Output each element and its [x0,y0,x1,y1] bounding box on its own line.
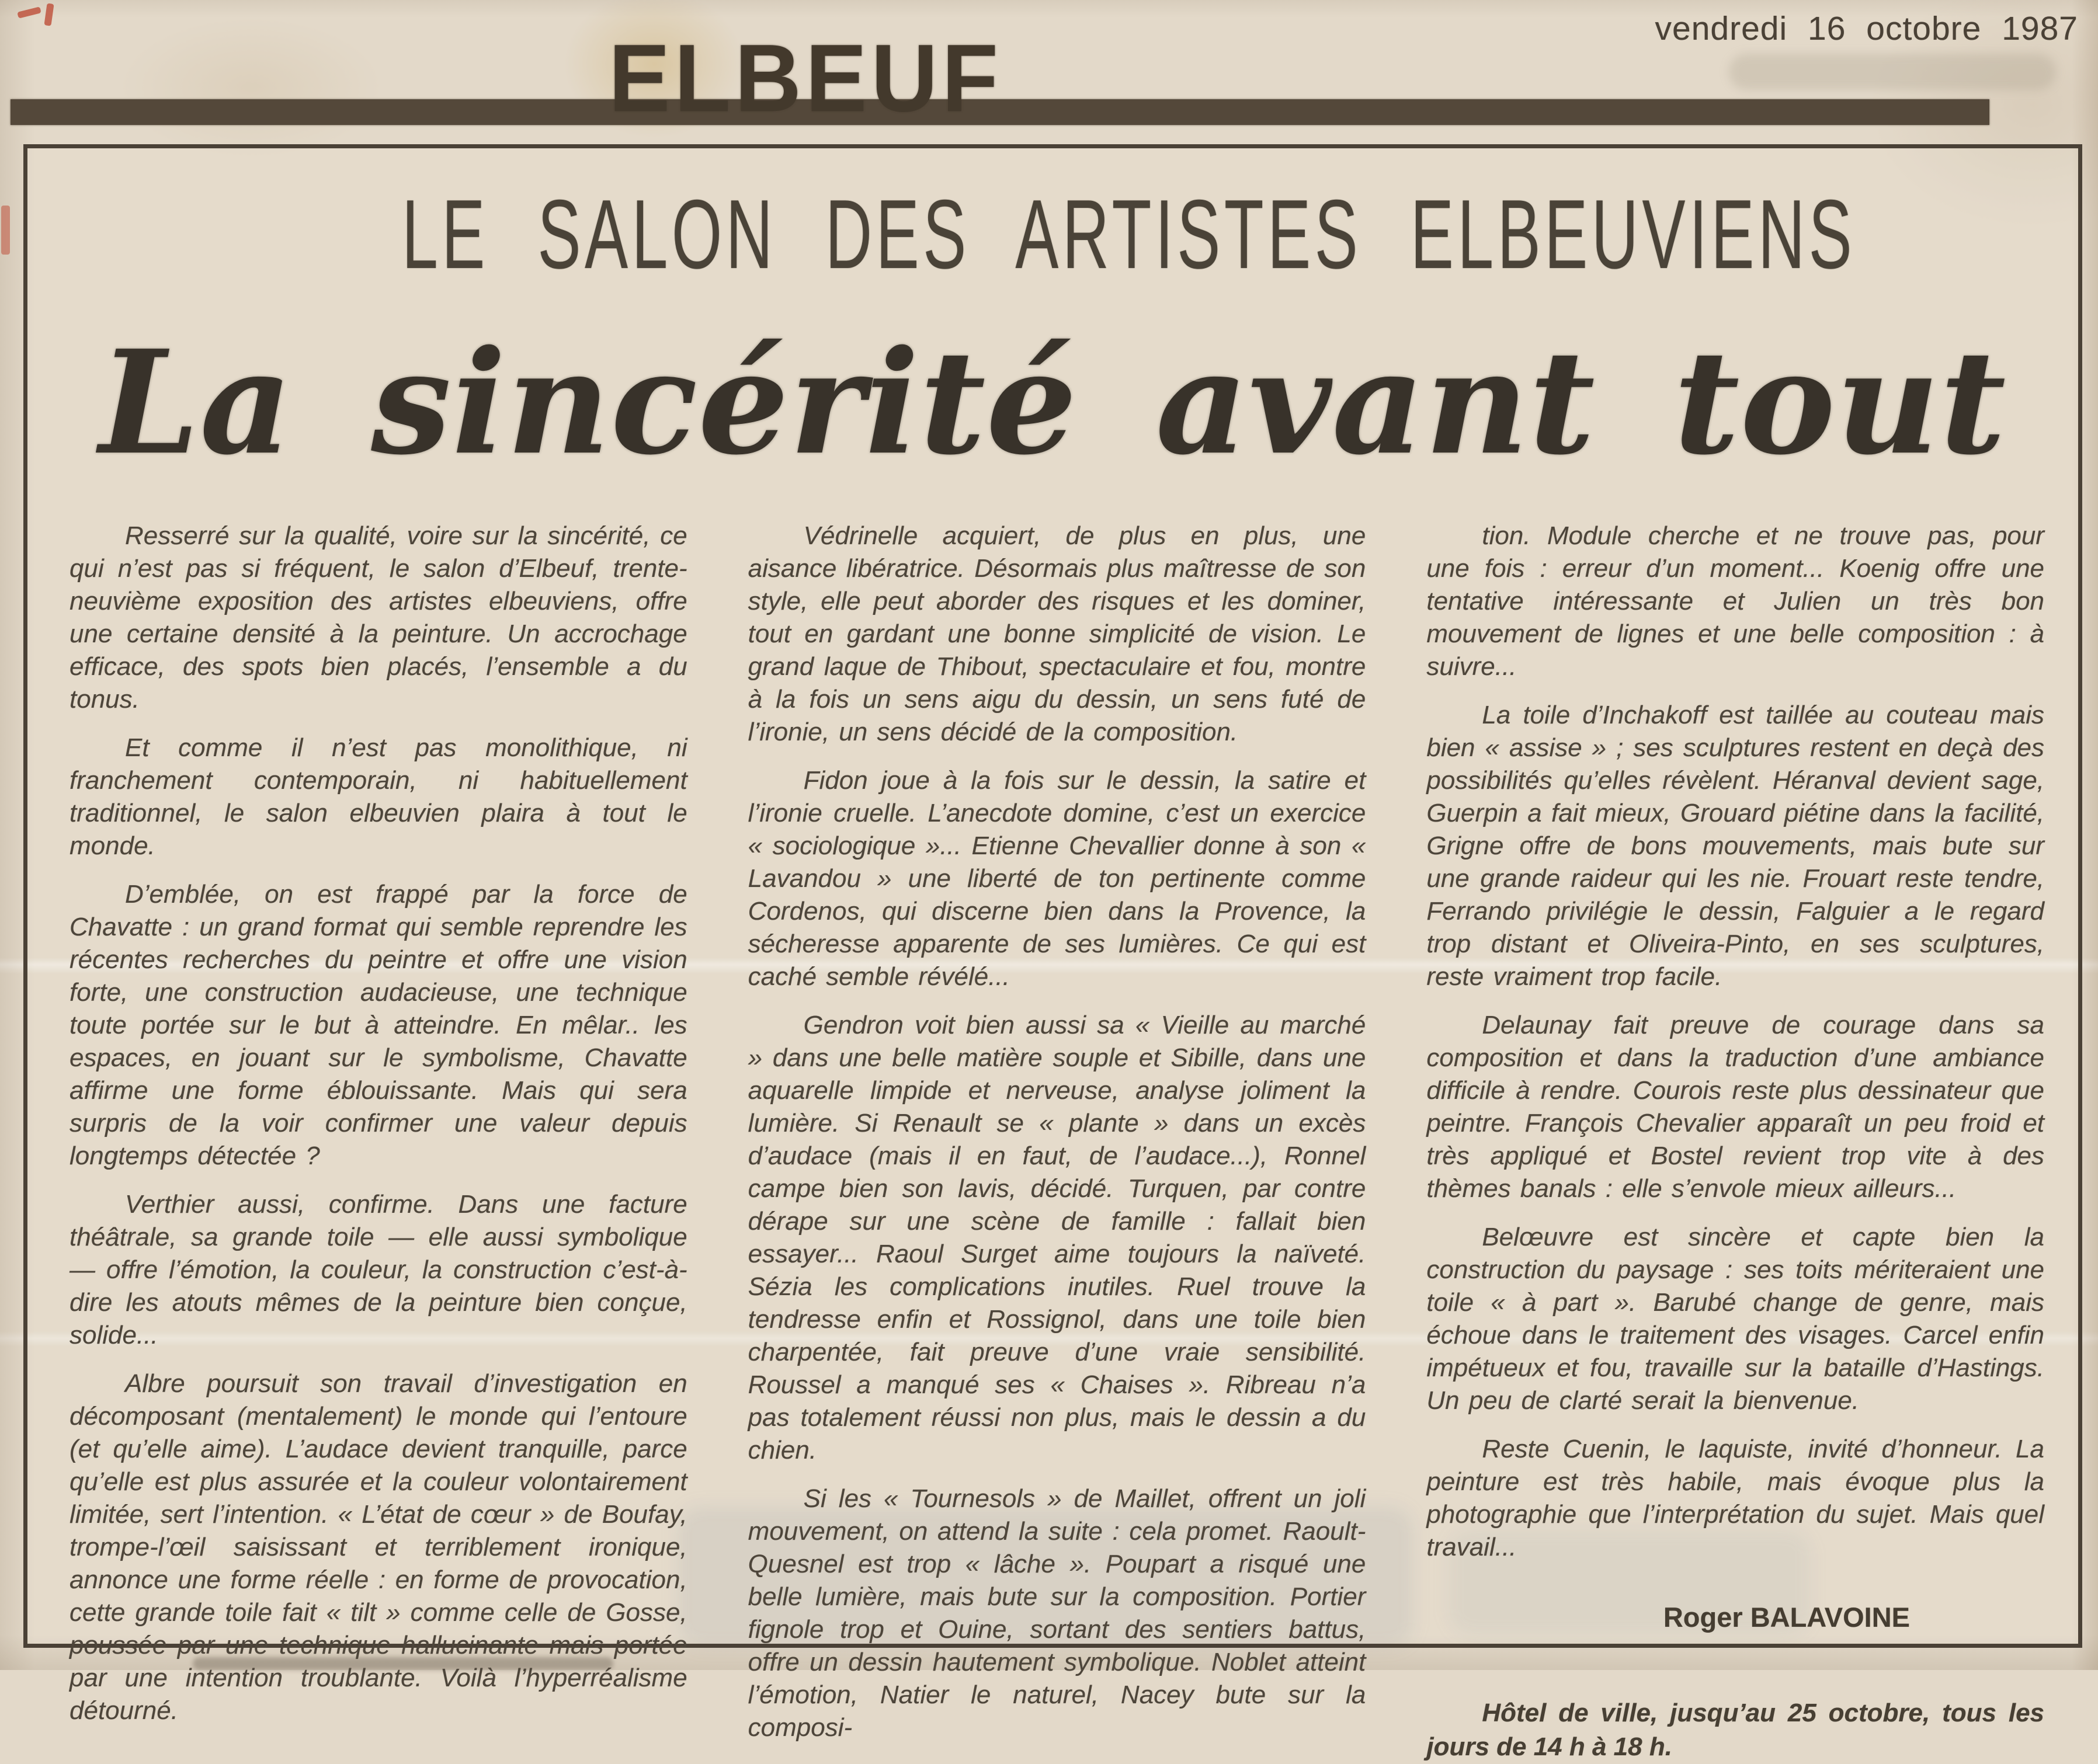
paragraph: Reste Cuenin, le laquiste, invité d’honneur. La peinture est très habile, mais évoque plus la photographie que l’interprétation du sujet. Mais quel travail... [1426,1435,2045,1561]
column-2 [748,520,1366,1764]
paragraph: D’emblée, on est frappé par la force de Chavatte : un grand format qui semble reprendre les récentes recherches du peintre et offre une vision forte, une construction audacieuse, une technique toute portée sur le but à atteindre. En mêlar.. les espaces, en jouant sur le symbolisme, Chavatte affirme une forme éblouissante. Mais qui sera surpris de la voir confirmer une valeur depuis longtemps détectée ? [70,880,687,1170]
paragraph: La toile d’Inchakoff est taillée au couteau mais bien « assise » ; ses sculptures restent en deçà des possibilités qu’elles révèlent. Héranval devient sage, Guerpin a fait mieux, Grouard piétine dans la facilité, Grigne offre de bons mouvements, mais bute sur une grande raideur qui les nie. Frouart reste tendre, Ferrando privilégie le dessin, Falguier a le regard trop distant et Oliveira-Pinto, en ses sculptures, reste vraiment trop facile. [1426,701,2045,991]
kicker-headline: LE SALON DES ARTISTES ELBEUVIENS [402,179,1856,289]
paragraph: Albre poursuit son travail d’investigation en décomposant (mentalement) le monde qui l’entoure (et qu’elle aime). L’audace devient tranquille, parce qu’elle est plus assurée et la couleur volontairement limitée, sert l’intention. « L’état de cœur » de Boufay, trompe-l’œil saisissant et terriblement ironique, annonce une forme réelle : en forme de provocation, cette grande toile fait « tilt » comme celle de Gosse, poussée par une technique hallucinante mais portée par une intention troublante. Voilà l’hyperréalisme détourné. [70,1369,687,1725]
paragraph: Si les « Tournesols » de Maillet, offrent un joli mouvement, on attend la suite : cela promet. Raoult-Quesnel est trop « lâche ». Poupart a risqué une belle lumière, mais bute sur la composition. Portier fignole trop et Ouine, sortant des sentiers battus, offre un dessin hautement symbolique. Noblet atteint l’émotion, Natier le naturel, Nacey bute sur la composi- [748,1484,1366,1742]
paragraph: Et comme il n’est pas monolithique, ni franchement contemporain, ni habituellement traditionnel, le salon elbeuvien plaira à tout le monde. [70,733,687,860]
paragraph: Védrinelle acquiert, de plus en plus, une aisance libératrice. Désormais plus maîtresse de son style, elle peut aborder des risques et les dominer, tout en gardant une bonne simplicité de vision. Le grand laque de Thibout, spectaculaire et fou, montre à la fois un sens aigu du dessin, un sens futé de l’ironie, un sens décidé de la composition. [748,521,1366,746]
article-columns [27,520,2078,1764]
paragraph: Gendron voit bien aussi sa « Vieille au marché » dans une belle matière souple et Sibille, dans une aquarelle limpide et nerveuse, analyse joliment la lumière. Si Renault se « plante » dans un excès d’audace (mais il en faut, de l’audace...), Ronnel campe bien son lavis, décidé. Turquen, par contre dérape sur une scène de famille : fallait bien essayer... Raoul Surget aime toujours la naïveté. Sézia les complications inutiles. Ruel trouve la tendresse enfin et Rossignol, dans une toile bien charpentée, fait preuve d’une vraie sensibilité. Roussel a manqué ses « Chaises ». Ribreau n’a pas totalement réussi non plus, mais le dessin a du chien. [748,1011,1366,1464]
byline: Roger BALAVOINE [1663,1602,1911,1633]
paragraph: Delaunay fait preuve de courage dans sa composition et dans la traduction d’une ambiance difficile à rendre. Courois reste plus dessinateur que peintre. François Chevalier apparaît un peu froid et très appliqué et Bostel revient trop vite à des thèmes banals : elle s’envole mieux ailleurs... [1426,1011,2045,1203]
red-pen-mark [1,206,10,255]
paragraph: Belœuvre est sincère et capte bien la construction du paysage : ses toits mériteraient une toile « à part ». Barubé change de genre, mais échoue dans le traitement des visages. Carcel enfin impétueux et fou, travaille sur la bataille d’Hastings. Un peu de clarté serait la bienvenue. [1426,1223,2045,1415]
main-headline: La sincérité avant tout [99,319,2007,486]
column-3 [1426,520,2044,1764]
paragraph: Resserré sur la qualité, voire sur la sincérité, ce qui n’est pas si fréquent, le salon d’Elbeuf, trente-neuvième exposition des artistes elbeuviens, offre une certaine densité à la peinture. Un accrochage efficace, des spots bien placés, l’ensemble a du tonus. [70,521,687,714]
footer-note: Hôtel de ville, jusqu’au 25 octobre, tous les jours de 14 h à 18 h. [1426,1699,2045,1761]
column-3-paragraphs [1426,520,2044,1564]
section-label: ELBEUF [609,25,1002,132]
article-box [23,144,2082,1761]
column-1 [70,520,687,1764]
date: vendredi 16 octobre 1987 [1655,10,2078,47]
paragraph: Verthier aussi, confirme. Dans une facture théâtrale, sa grande toile — elle aussi symbolique — offre l’émotion, la couleur, la construction c’est-à-dire les atouts mêmes de la peinture bien conçue, solide... [70,1190,687,1349]
paragraph: tion. Module cherche et ne trouve pas, pour une fois : erreur d’un moment... Koenig offre une tentative intéressante et Julien un très bon mouvement de lignes et une belle composition : à suivre... [1426,521,2045,681]
ink-bleed-ghost [1729,54,2056,90]
paragraph: Fidon joue à la fois sur le dessin, la satire et l’ironie cruelle. L’anecdote domine, c’est un exercice « sociologique »... Etienne Chevallier donne à son « Lavandou » une liberté de ton pertinente comme Cordenos, qui discerne bien dans la Provence, la sécheresse apparente de ses lumières. Ce qui est caché semble révélé... [748,766,1366,991]
